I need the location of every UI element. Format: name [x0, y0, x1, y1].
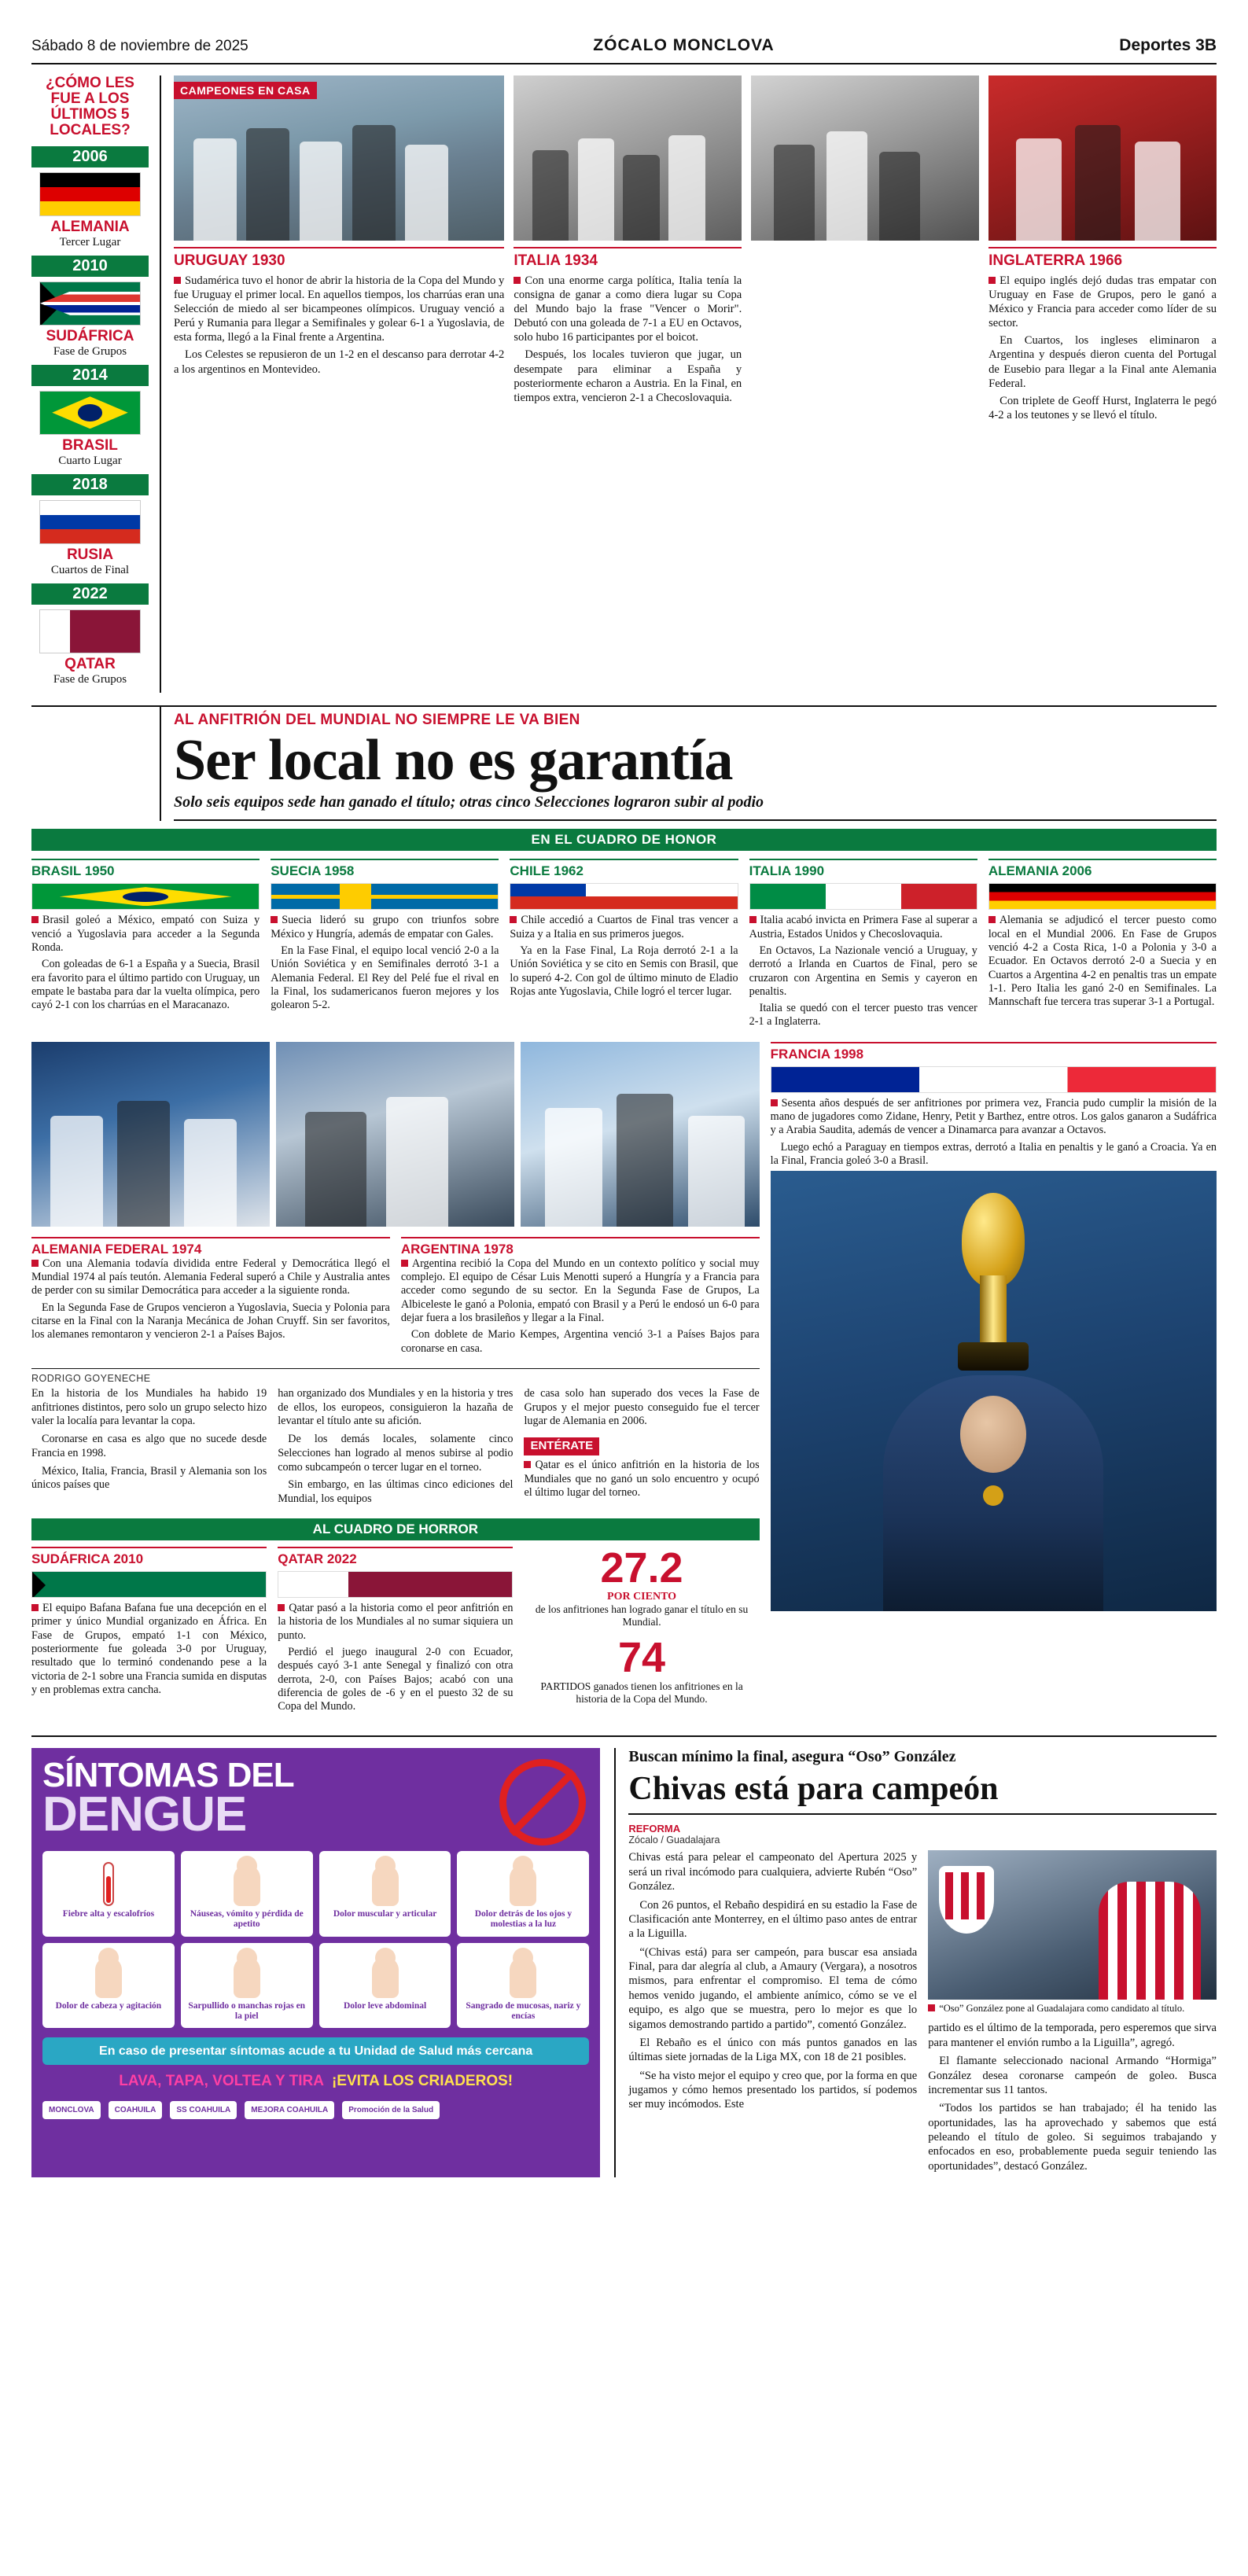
child-icon: [322, 1949, 448, 1998]
headline-kicker: AL ANFITRIÓN DEL MUNDIAL NO SIEMPRE LE VA BIEN: [174, 711, 580, 728]
flag-brazil-icon: [39, 391, 141, 435]
dengue-slogans: [42, 2073, 589, 2090]
photo-italia-1934: [514, 75, 742, 241]
logo-promocion-salud: Promoción de la Salud: [342, 2101, 440, 2119]
honor-body: Italia acabó invicta en Primera Fase al superar a Austria, Estados Unidos y Checoslovaquia. En Octavos, La Nazionale venció a Uruguay, y derrotó a Irlanda en Cuartos de Final, pero se cruzaron con Argentina en Semis y cayeron en penaltis. Italia se quedó con el tercer puesto tras vencer 2-1 a Inglaterra.: [749, 914, 977, 1029]
thermometer-icon: [46, 1857, 171, 1906]
article-columns: [31, 1387, 760, 1511]
story-uruguay: [174, 75, 504, 425]
francia-title: FRANCIA 1998: [771, 1042, 1217, 1062]
mid-left: [31, 1042, 760, 1717]
band-honor: EN EL CUADRO DE HONOR: [31, 829, 1217, 851]
stat-matches: [524, 1636, 759, 1706]
child-icon: [322, 1857, 448, 1906]
honor-item-italia: [749, 859, 977, 1032]
horror-row: [31, 1544, 760, 1717]
rail-item: [31, 365, 149, 468]
masthead-date: Sábado 8 de noviembre de 2025: [31, 38, 248, 54]
logo-ss-coahuila: SS COAHUILA: [170, 2101, 237, 2119]
top-photo-row: [174, 75, 1217, 425]
enterate-badge: ENTÉRATE: [524, 1437, 599, 1455]
rail-year: 2022: [31, 583, 149, 605]
story-body: Sudamérica tuvo el honor de abrir la historia de la Copa del Mundo y fue Uruguay el primer local. En aquellos tiempos, los charrúas eran una Selección de miedo al ser bicampeones olímpicos. Uruguay venció a Perú y Rumania para llegar a Semifinales y golear 6-1 a Yugoslavia, de esta forma, llegó a la Final frente a Argentina. Los Celestes se repusieron de un 1-2 en el descanso para derrotar 4-2 a los argentinos en Montevideo.: [174, 274, 505, 376]
story-title: URUGUAY 1930: [174, 247, 504, 270]
photo-caption: “Oso” González pone al Guadalajara como candidato al título.: [928, 2003, 1217, 2015]
stat-number: 74: [618, 1634, 666, 1682]
horror-title: SUDÁFRICA 2010: [31, 1547, 267, 1567]
chivas-crest-icon: [939, 1866, 994, 1934]
flag-italy-icon: [749, 883, 977, 910]
honor-body: Alemania se adjudicó el tercer puesto como local en el Mundial 2006. En Fase de Grupos venció 4-2 a Costa Rica, 1-0 a Polonia y 3-0 a Ecuador. En Octavos derrotó 2-0 a Suecia y en Cuartos a Argentina 4-2 en penaltis tras un empate 1-1. Pero Italia les ganó 2-0 en Semifinales. La Mannschaft fue tercera tras superar 3-1 a Portugal.: [988, 914, 1217, 1009]
photo-zidane-trophy: [771, 1171, 1217, 1611]
story-inglaterra: [751, 75, 979, 425]
mid-captions: [31, 1231, 760, 1359]
top-main: [161, 75, 1217, 693]
horror-body: El equipo Bafana Bafana fue una decepción en el primer y único Mundial organizado en África. En Fase de Grupos, empató 1-1 con México, posteriormente fue goleada 3-0 por Uruguay, resultado que lo terminó condenando pese a la victoria de 2-1 sobre una Francia sumida en disputas y en problemas extra cancha.: [31, 1601, 267, 1696]
stats-block: [524, 1544, 759, 1717]
symptom-item: Dolor detrás de los ojos y molestias a la luz: [457, 1851, 589, 1936]
bottom-section: [31, 1735, 1217, 2177]
photo-oso-gonzalez: [928, 1850, 1217, 2000]
masthead-title: ZÓCALO MONCLOVA: [593, 36, 775, 54]
masthead-section: Deportes 3B: [1119, 36, 1217, 54]
dengue-logos: [42, 2101, 589, 2119]
honor-grid: [31, 859, 1217, 1032]
caption-body: Con una Alemania todavía dividida entre Federal y Democrática llegó el Mundial 1974 al país teutón. Alemania Federal superó a Chile y Australia antes de perder con su similar Democrática para acceder a la siguiente ronda. En la Segunda Fase de Grupos vencieron a Yugoslavia, Suecia y Polonia para citarse en la Final con la Naranja Mecánica de Johan Cruyff. Sin ser favoritos, los alemanes remontaron y vencieron 2-1 a Países Bajos.: [31, 1257, 390, 1341]
rail-country: ALEMANIA: [50, 218, 130, 235]
flag-germany-icon: [988, 883, 1217, 910]
caption-argentina-1978: [401, 1231, 760, 1359]
photo-tag: CAMPEONES EN CASA: [174, 82, 317, 99]
masthead: [31, 0, 1217, 64]
horror-title: QATAR 2022: [278, 1547, 513, 1567]
logo-monclova: MONCLOVA: [42, 2101, 101, 2119]
honor-body: Brasil goleó a México, empató con Suiza y venció a Yugoslavia para acceder a la Segunda Ronda. Con goleadas de 6-1 a España y a Suecia, Brasil era favorito para el último partido con Uruguay, un empate le bastaba para dar la vuelta olímpica, pero cayó 2-1 con los charrúas en el Maracanazo.: [31, 914, 260, 1012]
mid-section: [31, 1042, 1217, 1717]
stat-label: PARTIDOS ganados tienen los anfitriones en la historia de la Copa del Mundo.: [540, 1680, 743, 1706]
caption-body: Argentina recibió la Copa del Mundo en un contexto político y social muy complejo. El equipo de César Luis Menotti superó a Hungría y a Francia para acceder como segundo de su sector. En la Segunda Fase de Grupos, La Albiceleste le ganó a Polonia, empató con Brasil y a Perú le endosó un 6-0 para dejar fuera a los brasileños y llegar a la Final. Con doblete de Mario Kempes, Argentina venció 3-1 a Países Bajos para coronarse en casa.: [400, 1257, 760, 1355]
rail-country: SUDÁFRICA: [46, 327, 134, 344]
flag-qatar-icon: [39, 609, 141, 653]
rail-year: 2014: [31, 365, 149, 386]
flag-chile-icon: [510, 883, 738, 910]
stat-label: de los anfitriones han logrado ganar el título en su Mundial.: [535, 1603, 749, 1628]
symptom-item: Sarpullido o manchas rojas en la piel: [181, 1943, 313, 2028]
flag-southafrica-icon: [31, 1571, 267, 1598]
rail-result: Cuarto Lugar: [58, 454, 122, 467]
horror-body: Qatar pasó a la historia como el peor anfitrión en la historia de los Mundiales al no sumar siquiera un punto. Perdió el juego inaugural 2-0 con Ecuador, después cayó 3-1 ante Senegal y finalizó con otra derrota, 2-0, con Países Bajos; acabó con una diferencia de goles de -6 y en el puesto 32 de su Copa del Mundo.: [278, 1601, 514, 1713]
chivas-kicker: Buscan mínimo la final, asegura “Oso” González: [628, 1748, 956, 1766]
symptom-item: Dolor muscular y articular: [319, 1851, 451, 1936]
caption-title: ALEMANIA FEDERAL 1974: [31, 1237, 390, 1257]
chivas-headline: Chivas está para campeón: [628, 1772, 1217, 1815]
article-col-1: En la historia de los Mundiales ha habido 19 anfitriones distintos, pero solo un grupo selecto hizo valer la localía para levantar la copa. Coronarse en casa es algo que no sucede desde Francia en 1998. México, Italia, Francia, Brasil y Alemania son los únicos países que: [31, 1386, 267, 1492]
story-body: Con una enorme carga política, Italia tenía la consigna de ganar a como diera lugar su Copa del Mundo bajo la frase "Vencer o Morir". Debutó con una goleada de 7-1 a EU en Octavos, solo hubo 16 participantes por el boicot. Después, los locales tuvieron que jugar, un desempate para eliminar a España y posteriormente echaron a Austria. En la Final, en tiempos extra, vencieron 2-1 a Checoslovaquia.: [514, 274, 742, 404]
honor-title: CHILE 1962: [510, 859, 738, 879]
chivas-story: [614, 1748, 1217, 2177]
rail-country: BRASIL: [62, 436, 118, 454]
symptom-item: Náuseas, vómito y pérdida de apetito: [181, 1851, 313, 1936]
rail-item: [31, 583, 149, 686]
flag-germany-icon: [39, 172, 141, 216]
rail-country: RUSIA: [66, 546, 114, 563]
story-body: El equipo inglés dejó dudas tras empatar con Uruguay en Fase de Grupos, pero le ganó a México y Francia para acceder como líder de su sector. En Cuartos, los ingleses eliminaron a Argentina y después dieron cuenta del Portugal de Eusebio para llegar a la Final ante Alemania Federal. Con triplete de Geoff Hurst, Inglaterra le pegó 4-2 a los teutones y se llevó el título.: [988, 274, 1217, 421]
flag-brazil-icon: [31, 883, 260, 910]
story-inglaterra-text: [988, 75, 1217, 425]
flag-southafrica-icon: [39, 282, 141, 326]
rail-year: 2010: [31, 256, 149, 277]
honor-item-chile: [510, 859, 738, 1032]
horror-item-sudafrica: [31, 1547, 267, 1717]
rail-year: 2018: [31, 474, 149, 495]
photo-germany-1974: [31, 1042, 270, 1227]
dengue-ad: [31, 1748, 600, 2177]
honor-body: Chile accedió a Cuartos de Final tras vencer a Suiza y a Italia en sus primeros juegos. Ya en la Fase Final, La Roja derrotó 2-1 a la Unión Soviética y se cito en Semis con Brasil, que lo superó 4-2. Con gol de último minuto de Eladio Rojas ante Yugoslavia, Chile logró el tercer lugar.: [510, 914, 738, 998]
rail-year: 2006: [31, 146, 149, 167]
symptom-grid: [42, 1851, 589, 2028]
photo-england-team-1966: [751, 75, 979, 241]
honor-title: BRASIL 1950: [31, 859, 260, 879]
flag-qatar-icon: [278, 1571, 513, 1598]
chivas-jersey: [1099, 1882, 1201, 2000]
slogan-evita: ¡EVITA LOS CRIADEROS!: [331, 2073, 514, 2090]
story-title: ITALIA 1934: [514, 247, 742, 270]
chivas-col-2: “Oso” González pone al Guadalajara como candidato al título. partido es el último de la temporada, pero esperemos que sirva para mantener el envión rumbo a la Liguilla”, agregó. El flamante seleccionado nacional Armando “Hormiga” González desea coronarse campeón de goleo. Busca incrementar sus 11 tantos. “Todos los partidos se han trabajado; él ha tenido las oportunidades, las ha aprovechado y sabemos que está peleando el título de goleo. Si seguimos trabajando y enfocados en eso, probablemente pueda seguir teniendo las oportunidades”, destacó González.: [928, 1850, 1217, 2177]
story-italia: [514, 75, 742, 425]
rail-country: QATAR: [64, 655, 116, 672]
player-figure: [883, 1375, 1103, 1611]
story-title: INGLATERRA 1966: [988, 247, 1217, 270]
child-icon: [460, 1949, 586, 1998]
rail-result: Cuartos de Final: [50, 563, 130, 576]
honor-item-brasil: [31, 859, 260, 1032]
dengue-title-line1: SÍNTOMAS DEL: [42, 1756, 294, 1795]
child-icon: [184, 1949, 310, 1998]
honor-body: Suecia lideró su grupo con triunfos sobre México y Hungría, además de empatar con Gales. En la Fase Final, el equipo local venció 2-0 a la Unión Soviética y en Semifinales derrotó 3-1 a Alemania Federal. El Rey del Pelé fue el rival en la Final, los sudamericanos fueron mejores y los golearon 5-2.: [271, 914, 499, 1012]
page-title: Ser local no es garantía: [174, 727, 733, 793]
rail-item: [31, 146, 149, 249]
logo-coahuila: COAHUILA: [109, 2101, 163, 2119]
flag-sweden-icon: [271, 883, 499, 910]
rail-result: Tercer Lugar: [59, 235, 121, 248]
chivas-dateline: Zócalo / Guadalajara: [628, 1834, 720, 1846]
rail-result: Fase de Grupos: [53, 344, 127, 358]
host-history-rail: [31, 75, 161, 693]
band-horror: AL CUADRO DE HORROR: [31, 1518, 760, 1540]
honor-title: SUECIA 1958: [271, 859, 499, 879]
headline-sub: Solo seis equipos sede han ganado el título; otras cinco Selecciones lograron subir al podio: [174, 793, 1217, 821]
chivas-columns: [628, 1850, 1217, 2177]
headline-block: [31, 705, 1217, 822]
rail-result: Fase de Grupos: [53, 672, 127, 686]
chivas-source: REFORMA: [628, 1823, 681, 1835]
symptom-item: Dolor de cabeza y agitación: [42, 1943, 175, 2028]
slogan-lava: LAVA, TAPA, VOLTEA Y TIRA: [119, 2073, 324, 2090]
article-col-2: han organizado dos Mundiales y en la historia y tres de ellos, los europeos, consiguieron la hazaña de levantar el título ante su afición. De los demás locales, solamente cinco Selecciones han logrado al menos subirse al podio como subcampeón o tercer lugar en el torneo. Sin embargo, en las últimas cinco ediciones del Mundial, los equipos: [278, 1386, 514, 1506]
flag-france-icon: [771, 1066, 1217, 1093]
honor-title: ALEMANIA 2006: [988, 859, 1217, 879]
rail-title: ¿CÓMO LES FUE A LOS ÚLTIMOS 5 LOCALES?: [46, 75, 134, 138]
child-icon: [460, 1857, 586, 1906]
article-col-3: de casa solo han superado dos veces la Fase de Grupos y el mejor puesto conseguido fue el tercer lugar de Alemania en 2006. ENTÉRATE Qatar es el único anfitrión en la historia de los Mundiales que no ganó un solo encuentro y ocupó el último lugar del torneo.: [524, 1386, 760, 1500]
chivas-col-1: Chivas está para pelear el campeonato del Apertura 2025 y será un rival incómodo para cualquiera, advierte Rubén “Oso” González. Con 26 puntos, el Rebaño despidirá en su estadio la Fase de Clasificación ante Monterrey, en el último paso antes de entrar a la Liguilla. “(Chivas está) para ser campeón, para buscar esa ansiada Final, para dar alegría al club, a Amaury (Vergara), a nosotros mismos, para enfrentar el compromiso. El tema de cómo hemos venido jugando, el ambiente anímico, cómo se ve el equipo, es algo que se muestra, pero lo mejor es que lo sigamos demostrando partido a partido”, comentó González. El Rebaño es el único con más puntos ganados en las últimas siete jornadas de la Liga MX, con 18 de 21 posibles. “Se ha visto mejor el equipo y creo que, por la forma en que jugamos y cómo hemos presentado los partidos, sí podemos ser muy incómodos. Este: [628, 1851, 918, 2111]
photo-argentina-1978: [521, 1042, 759, 1227]
symptom-item: Dolor leve abdominal: [319, 1943, 451, 2028]
photo-germany-1974-b: [276, 1042, 514, 1227]
dengue-title-line2: DENGUE: [42, 1787, 247, 1842]
caption-alemania-1974: [31, 1231, 390, 1359]
rail-item: [31, 256, 149, 359]
honor-item-alemania: [988, 859, 1217, 1032]
honor-item-suecia: [271, 859, 499, 1032]
rail-item: [31, 474, 149, 577]
caption-title: ARGENTINA 1978: [401, 1237, 760, 1257]
symptom-item: Fiebre alta y escalofríos: [42, 1851, 175, 1936]
honor-title: ITALIA 1990: [749, 859, 977, 879]
child-icon: [184, 1857, 310, 1906]
top-area: [31, 75, 1217, 693]
headline-content: [161, 707, 1217, 822]
photo-england-1966: [988, 75, 1217, 241]
headline-spacer: [31, 707, 161, 822]
stat-number: 27.2: [600, 1544, 683, 1592]
child-icon: [46, 1949, 171, 1998]
stat-percent: [524, 1544, 759, 1628]
flag-russia-icon: [39, 500, 141, 544]
photo-figures: [174, 75, 504, 241]
stat-unit: POR CIENTO: [607, 1590, 677, 1603]
horror-item-qatar: [278, 1547, 513, 1717]
mid-right: [771, 1042, 1217, 1717]
byline: RODRIGO GOYENECHE: [31, 1368, 760, 1384]
logo-mejora-coahuila: MEJORA COAHUILA: [245, 2101, 334, 2119]
mid-photo-row: [31, 1042, 760, 1227]
dengue-cta: En caso de presentar síntomas acude a tu Unidad de Salud más cercana: [42, 2037, 589, 2065]
photo-uruguay-1930: [174, 75, 504, 241]
francia-body: Sesenta años después de ser anfitriones por primera vez, Francia pudo cumplir la misión de la mano de jugadores como Zidane, Henry, Petit y Barthez, entre otros. Los galos ganaron a Sudáfrica y a Arabia Saudita, además de vencer a Dinamarca para avanzar a Octavos. Luego echó a Paraguay en tiempos extras, derrotó a Italia en penaltis y le ganó a Croacia. Ya en la Final, Francia goleó 3-0 a Brasil.: [770, 1096, 1217, 1168]
symptom-item: Sangrado de mucosas, nariz y encías: [457, 1943, 589, 2028]
world-cup-trophy-icon: [934, 1193, 1052, 1397]
